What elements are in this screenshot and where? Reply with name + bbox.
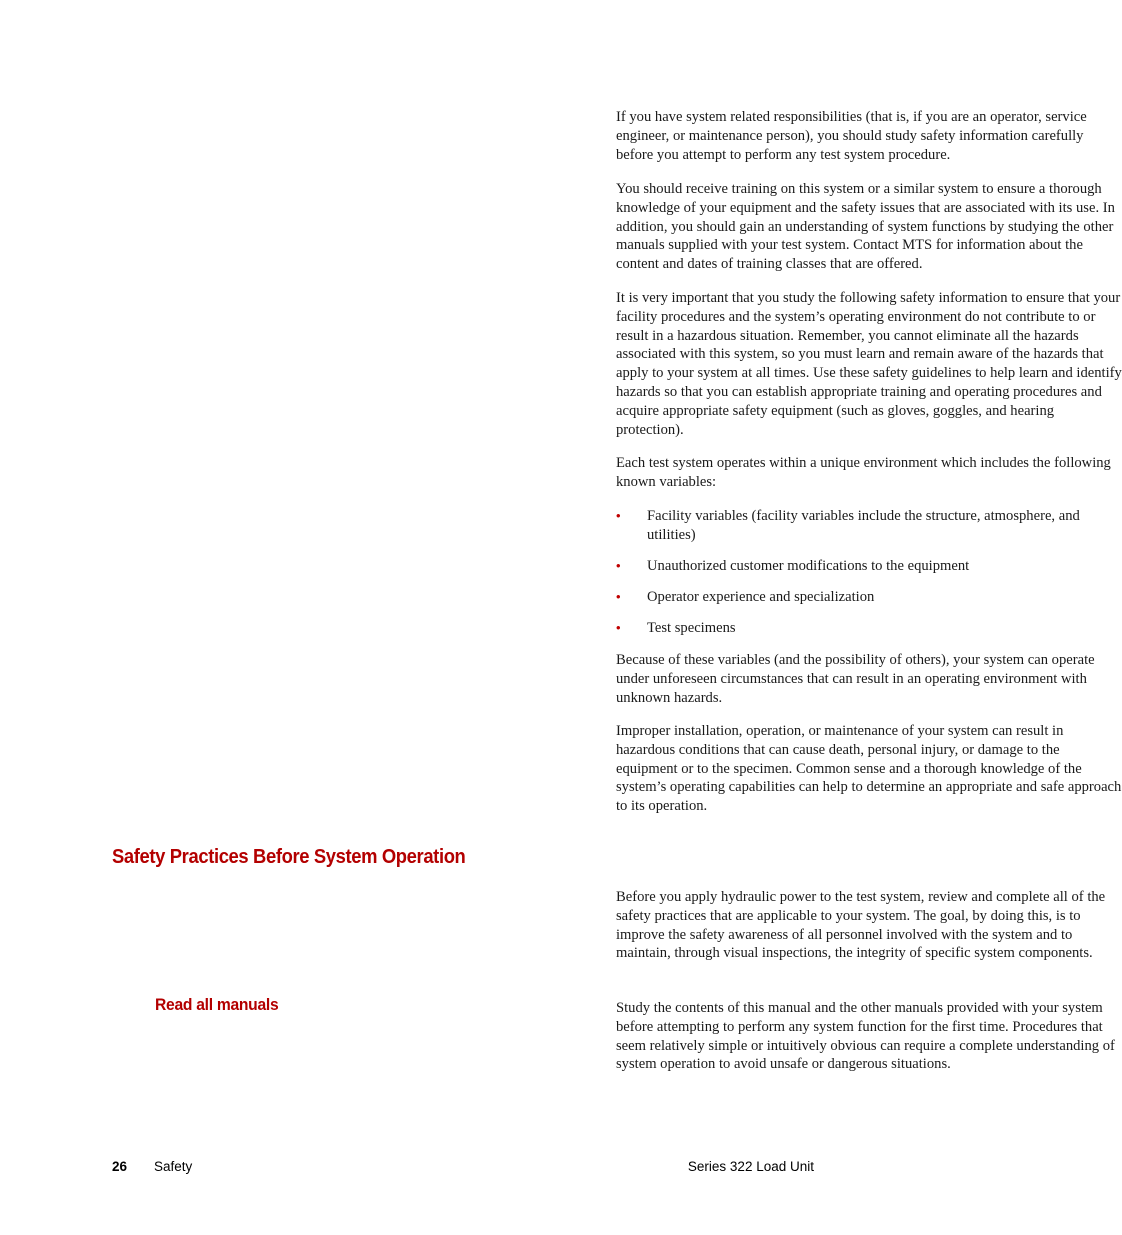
section-intro-paragraph: Before you apply hydraulic power to the test system, review and complete all of the safety practices that are applicable to your system. The goal, by doing this, is to improve the safety awareness of all personnel involved with the system and to maintain, through visual inspections, the integrity of specific system components. [616,889,1106,962]
list-item [616,507,1122,545]
list-item-text: Test specimens [647,620,736,636]
intro-paragraph-training: You should receive training on this system or a similar system to ensure a thorough knowledge of your equipment and the safety issues that are associated with its use. In addition, you should gain an understanding of system functions by studying the other manuals supplied with your test system. Contact MTS for information about the content and dates of training classes that are offered. [616,181,1115,273]
list-item [616,588,1122,607]
paragraph-unforeseen: Because of these variables (and the possibility of others), your system can operate under unforeseen circumstances that can result in an operating environment with unknown hazards. [616,652,1095,706]
list-item [616,619,1122,638]
footer-chapter: Safety [154,1159,193,1174]
section-heading: Safety Practices Before System Operation [112,846,466,868]
intro-paragraph-variables: Each test system operates within a unique environment which includes the following known variables: [616,455,1111,490]
subsection-heading: Read all manuals [155,995,279,1014]
list-item [616,557,1122,576]
footer-product: Series 322 Load Unit [687,1159,814,1174]
intro-paragraph-importance: It is very important that you study the following safety information to ensure that your facility procedures and the system’s operating environment do not contribute to or result in a hazardous situation. Remember, you cannot eliminate all the hazards associated with this system, so you must learn and remain aware of the hazards that apply to your system at all times. Use these safety guidelines to help learn and identify hazards so that you can establish appropriate training and operating procedures and acquire appropriate safety equipment (such as gloves, goggles, and hearing protection). [616,290,1122,438]
bullet-icon: • [616,558,621,573]
list-item-text: Operator experience and specialization [647,589,875,605]
page-number: 26 [112,1159,128,1174]
bullet-icon: • [616,589,621,604]
list-item-text: Unauthorized customer modifications to the equipment [647,558,970,574]
intro-paragraph-responsibilities: If you have system related responsibilities (that is, if you are an operator, service engineer, or maintenance person), you should study safety information carefully before you attempt to perform any test system procedure. [616,109,1087,163]
bullet-icon: • [616,620,621,635]
paragraph-improper-installation: Improper installation, operation, or maintenance of your system can result in hazardous conditions that can cause death, personal injury, or damage to the equipment or to the specimen. Common sense and a thorough knowledge of the system’s operating capabilities can help to determine an appropriate and safe approach to its operation. [616,723,1122,815]
bullet-icon: • [616,508,621,523]
list-item-text: Facility variables (facility variables include the structure, atmosphere, and utilities) [647,508,1080,543]
read-manuals-paragraph: Study the contents of this manual and the other manuals provided with your system before attempting to perform any system function for the first time. Procedures that seem relatively simple or intuitively obvious can require a complete understanding of system operation to avoid unsafe or dangerous situations. [616,1000,1115,1073]
